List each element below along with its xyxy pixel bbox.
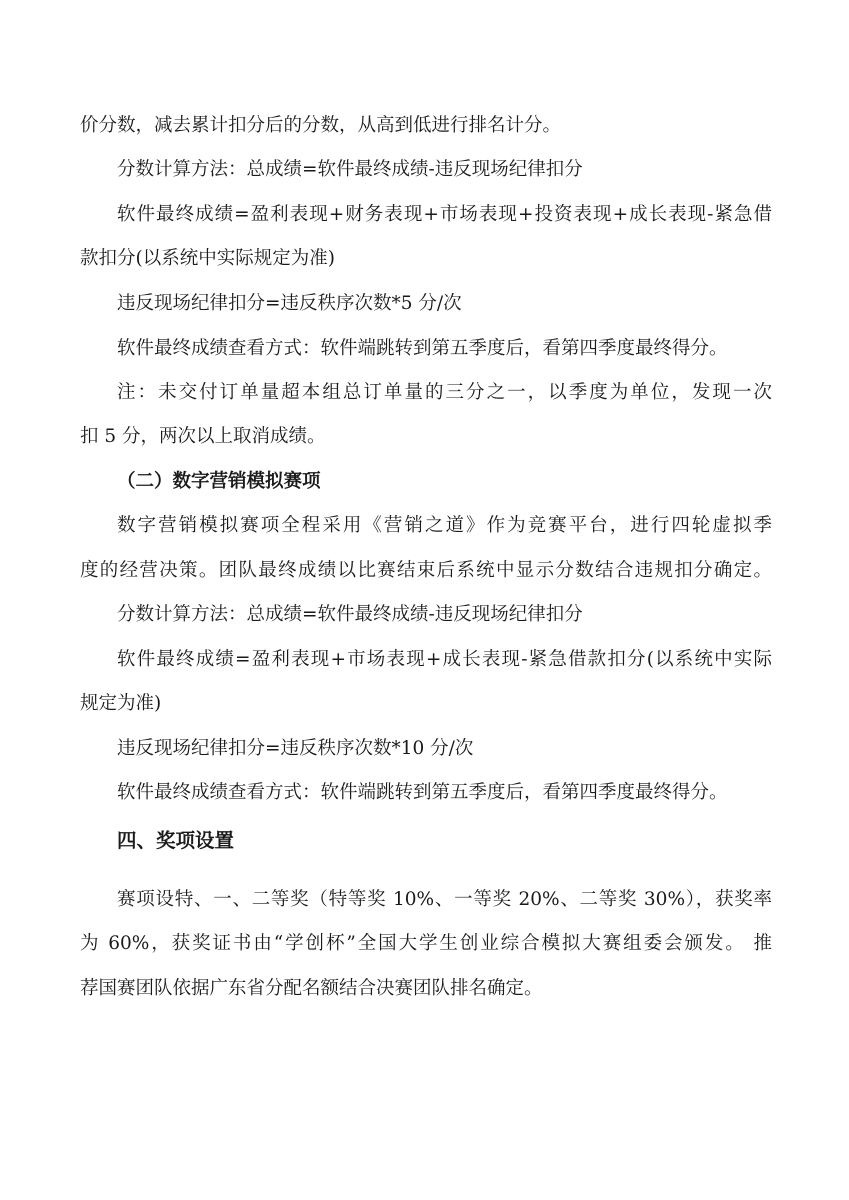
paragraph-line: 规定为准) [80, 693, 162, 714]
paragraph-line: 赛项设特、一、二等奖（特等奖 10%、一等奖 20%、二等奖 30%），获奖率 [117, 889, 772, 910]
section-subheading: （二）数字营销模拟赛项 [117, 471, 321, 492]
paragraph-line: 违反现场纪律扣分=违反秩序次数*10 分/次 [117, 738, 474, 759]
paragraph-line: 软件最终成绩查看方式：软件端跳转到第五季度后，看第四季度最终得分。 [117, 782, 728, 803]
paragraph-line: 注：未交付订单量超本组总订单量的三分之一，以季度为单位，发现一次 [117, 382, 772, 403]
paragraph-line: 度的经营决策。团队最终成绩以比赛结束后系统中显示分数结合违规扣分确定。 [80, 560, 772, 581]
paragraph-line: 分数计算方法：总成绩=软件最终成绩-违反现场纪律扣分 [117, 159, 583, 180]
paragraph-line: 为 60%，获奖证书由“学创杯”全国大学生创业综合模拟大赛组委会颁发。 推 [80, 933, 772, 954]
paragraph-line: 荐国赛团队依据广东省分配名额结合决赛团队排名确定。 [80, 978, 543, 999]
paragraph-line: 款扣分(以系统中实际规定为准) [80, 248, 335, 269]
paragraph-line: 数字营销模拟赛项全程采用《营销之道》作为竞赛平台，进行四轮虚拟季 [117, 515, 772, 536]
paragraph-line: 违反现场纪律扣分=违反秩序次数*5 分/次 [117, 293, 462, 314]
paragraph-line: 软件最终成绩=盈利表现+财务表现+市场表现+投资表现+成长表现-紧急借 [117, 204, 772, 225]
paragraph-line: 软件最终成绩=盈利表现+市场表现+成长表现-紧急借款扣分(以系统中实际 [117, 649, 772, 670]
paragraph-line: 扣 5 分，两次以上取消成绩。 [80, 426, 326, 447]
paragraph-line: 软件最终成绩查看方式：软件端跳转到第五季度后，看第四季度最终得分。 [117, 338, 728, 359]
paragraph-line: 分数计算方法：总成绩=软件最终成绩-违反现场纪律扣分 [117, 604, 583, 625]
paragraph-line: 价分数，减去累计扣分后的分数，从高到低进行排名计分。 [80, 115, 562, 136]
section-heading: 四、奖项设置 [117, 829, 235, 852]
